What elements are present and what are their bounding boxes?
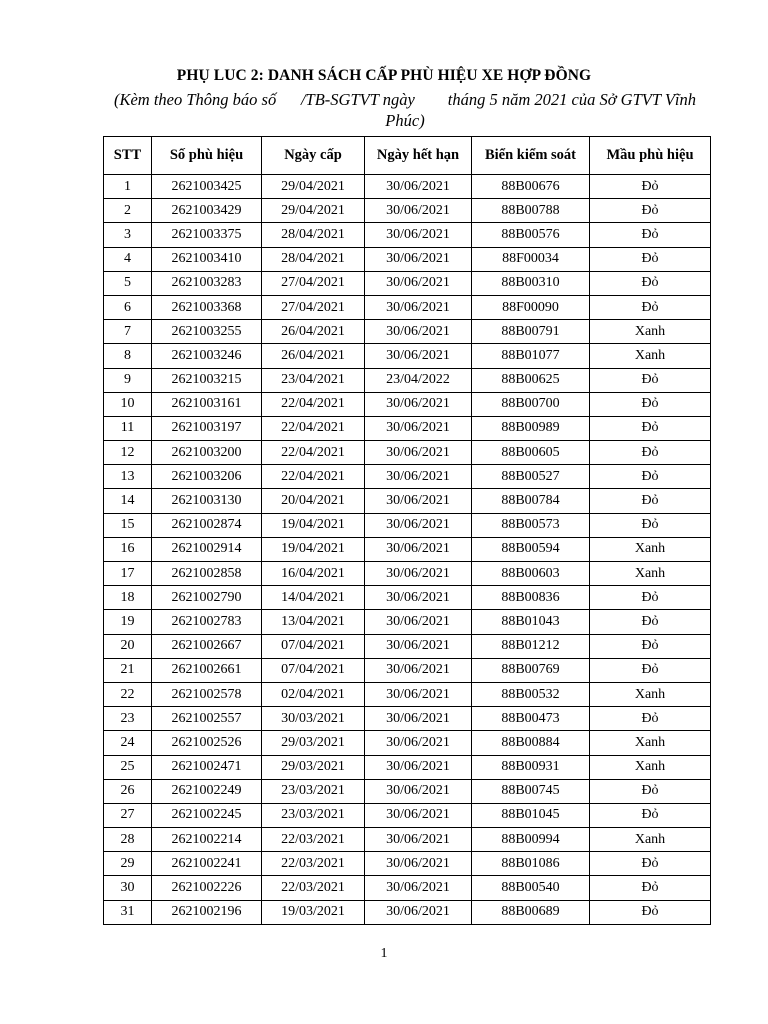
cell-badge-number: 2621002667 (152, 634, 262, 658)
cell-badge-number: 2621002783 (152, 610, 262, 634)
column-header-badge-number: Số phù hiệu (152, 137, 262, 175)
column-header-issue-date: Ngày cấp (262, 137, 365, 175)
cell-issue-date: 22/03/2021 (262, 828, 365, 852)
cell-issue-date: 19/03/2021 (262, 900, 365, 924)
cell-license-plate: 88B00605 (472, 441, 590, 465)
cell-badge-color: Xanh (590, 320, 711, 344)
cell-badge-color: Đỏ (590, 803, 711, 827)
cell-badge-color: Đỏ (590, 634, 711, 658)
cell-issue-date: 30/03/2021 (262, 707, 365, 731)
cell-issue-date: 23/03/2021 (262, 803, 365, 827)
cell-license-plate: 88B00603 (472, 562, 590, 586)
cell-stt: 21 (104, 658, 152, 682)
cell-expiry-date: 30/06/2021 (365, 416, 472, 440)
cell-stt: 15 (104, 513, 152, 537)
cell-stt: 12 (104, 441, 152, 465)
cell-issue-date: 07/04/2021 (262, 634, 365, 658)
cell-stt: 28 (104, 828, 152, 852)
cell-issue-date: 22/04/2021 (262, 465, 365, 489)
cell-license-plate: 88B00625 (472, 368, 590, 392)
cell-expiry-date: 30/06/2021 (365, 295, 472, 319)
column-header-license-plate: Biển kiểm soát (472, 137, 590, 175)
cell-expiry-date: 30/06/2021 (365, 682, 472, 706)
cell-license-plate: 88B00689 (472, 900, 590, 924)
cell-license-plate: 88B01043 (472, 610, 590, 634)
cell-badge-number: 2621003161 (152, 392, 262, 416)
cell-license-plate: 88B00527 (472, 465, 590, 489)
cell-license-plate: 88B00745 (472, 779, 590, 803)
cell-stt: 31 (104, 900, 152, 924)
cell-issue-date: 16/04/2021 (262, 562, 365, 586)
header-row (104, 137, 711, 175)
cell-badge-color: Xanh (590, 731, 711, 755)
cell-badge-number: 2621003283 (152, 271, 262, 295)
table-row (104, 803, 711, 827)
table-row (104, 271, 711, 295)
cell-badge-color: Đỏ (590, 513, 711, 537)
cell-badge-color: Xanh (590, 755, 711, 779)
cell-expiry-date: 30/06/2021 (365, 610, 472, 634)
cell-issue-date: 28/04/2021 (262, 247, 365, 271)
cell-license-plate: 88B00594 (472, 537, 590, 561)
cell-issue-date: 22/04/2021 (262, 416, 365, 440)
cell-license-plate: 88B00540 (472, 876, 590, 900)
cell-expiry-date: 30/06/2021 (365, 199, 472, 223)
cell-issue-date: 23/04/2021 (262, 368, 365, 392)
cell-license-plate: 88B01045 (472, 803, 590, 827)
cell-stt: 19 (104, 610, 152, 634)
column-header-expiry-date: Ngày hết hạn (365, 137, 472, 175)
cell-badge-number: 2621002245 (152, 803, 262, 827)
table-row (104, 223, 711, 247)
cell-license-plate: 88B00884 (472, 731, 590, 755)
table-row (104, 537, 711, 561)
cell-badge-number: 2621002858 (152, 562, 262, 586)
cell-stt: 9 (104, 368, 152, 392)
cell-expiry-date: 30/06/2021 (365, 900, 472, 924)
table-row (104, 320, 711, 344)
table-row (104, 489, 711, 513)
cell-stt: 13 (104, 465, 152, 489)
cell-expiry-date: 30/06/2021 (365, 852, 472, 876)
cell-stt: 6 (104, 295, 152, 319)
cell-stt: 26 (104, 779, 152, 803)
cell-expiry-date: 30/06/2021 (365, 344, 472, 368)
cell-license-plate: 88B00473 (472, 707, 590, 731)
cell-badge-number: 2621003255 (152, 320, 262, 344)
table-row (104, 852, 711, 876)
cell-stt: 5 (104, 271, 152, 295)
cell-license-plate: 88B01086 (472, 852, 590, 876)
cell-badge-number: 2621002557 (152, 707, 262, 731)
table-row (104, 441, 711, 465)
cell-badge-color: Đỏ (590, 707, 711, 731)
cell-license-plate: 88B00791 (472, 320, 590, 344)
table-row (104, 295, 711, 319)
table-row (104, 368, 711, 392)
cell-license-plate: 88B01212 (472, 634, 590, 658)
table-row (104, 731, 711, 755)
cell-badge-color: Đỏ (590, 610, 711, 634)
table-header (104, 137, 711, 175)
cell-stt: 23 (104, 707, 152, 731)
table-row (104, 175, 711, 199)
cell-badge-number: 2621002790 (152, 586, 262, 610)
cell-stt: 10 (104, 392, 152, 416)
table-row (104, 247, 711, 271)
table-row (104, 900, 711, 924)
cell-badge-color: Xanh (590, 682, 711, 706)
cell-license-plate: 88B00788 (472, 199, 590, 223)
cell-expiry-date: 30/06/2021 (365, 562, 472, 586)
cell-expiry-date: 30/06/2021 (365, 779, 472, 803)
cell-issue-date: 26/04/2021 (262, 320, 365, 344)
cell-license-plate: 88B00700 (472, 392, 590, 416)
cell-issue-date: 07/04/2021 (262, 658, 365, 682)
cell-expiry-date: 23/04/2022 (365, 368, 472, 392)
table-row (104, 682, 711, 706)
cell-badge-number: 2621003375 (152, 223, 262, 247)
cell-stt: 27 (104, 803, 152, 827)
cell-badge-color: Đỏ (590, 876, 711, 900)
cell-stt: 16 (104, 537, 152, 561)
cell-badge-number: 2621003410 (152, 247, 262, 271)
table-row (104, 392, 711, 416)
cell-stt: 30 (104, 876, 152, 900)
cell-expiry-date: 30/06/2021 (365, 707, 472, 731)
cell-expiry-date: 30/06/2021 (365, 513, 472, 537)
cell-expiry-date: 30/06/2021 (365, 392, 472, 416)
cell-issue-date: 26/04/2021 (262, 344, 365, 368)
cell-badge-number: 2621002578 (152, 682, 262, 706)
column-header-stt: STT (104, 137, 152, 175)
document-title: PHỤ LUC 2: DANH SÁCH CẤP PHÙ HIỆU XE HỢP ĐỒNG (176, 67, 592, 84)
cell-badge-number: 2621002526 (152, 731, 262, 755)
cell-stt: 25 (104, 755, 152, 779)
cell-issue-date: 29/04/2021 (262, 199, 365, 223)
cell-stt: 29 (104, 852, 152, 876)
cell-badge-color: Đỏ (590, 295, 711, 319)
cell-license-plate: 88B00310 (472, 271, 590, 295)
cell-expiry-date: 30/06/2021 (365, 586, 472, 610)
cell-expiry-date: 30/06/2021 (365, 223, 472, 247)
table-row (104, 634, 711, 658)
table-row (104, 610, 711, 634)
cell-expiry-date: 30/06/2021 (365, 441, 472, 465)
cell-badge-number: 2621002249 (152, 779, 262, 803)
cell-badge-color: Đỏ (590, 368, 711, 392)
table-row (104, 707, 711, 731)
cell-badge-color: Đỏ (590, 271, 711, 295)
cell-badge-number: 2621002661 (152, 658, 262, 682)
cell-issue-date: 29/03/2021 (262, 755, 365, 779)
cell-stt: 22 (104, 682, 152, 706)
cell-stt: 2 (104, 199, 152, 223)
table-row (104, 199, 711, 223)
cell-issue-date: 29/04/2021 (262, 175, 365, 199)
table-row (104, 416, 711, 440)
cell-expiry-date: 30/06/2021 (365, 876, 472, 900)
page-number: 1 (380, 946, 388, 961)
cell-issue-date: 28/04/2021 (262, 223, 365, 247)
cell-stt: 3 (104, 223, 152, 247)
cell-issue-date: 22/04/2021 (262, 441, 365, 465)
table-row (104, 562, 711, 586)
cell-expiry-date: 30/06/2021 (365, 489, 472, 513)
cell-badge-color: Đỏ (590, 852, 711, 876)
cell-license-plate: 88B00576 (472, 223, 590, 247)
cell-issue-date: 22/04/2021 (262, 392, 365, 416)
cell-badge-color: Đỏ (590, 900, 711, 924)
cell-license-plate: 88B00573 (472, 513, 590, 537)
cell-license-plate: 88B00994 (472, 828, 590, 852)
cell-issue-date: 22/03/2021 (262, 852, 365, 876)
cell-issue-date: 14/04/2021 (262, 586, 365, 610)
cell-expiry-date: 30/06/2021 (365, 658, 472, 682)
cell-badge-color: Đỏ (590, 223, 711, 247)
cell-expiry-date: 30/06/2021 (365, 731, 472, 755)
table-row (104, 755, 711, 779)
table-row (104, 658, 711, 682)
cell-license-plate: 88B00931 (472, 755, 590, 779)
cell-badge-color: Đỏ (590, 392, 711, 416)
cell-badge-number: 2621003197 (152, 416, 262, 440)
cell-license-plate: 88B00769 (472, 658, 590, 682)
cell-stt: 24 (104, 731, 152, 755)
cell-badge-number: 2621003425 (152, 175, 262, 199)
table-row (104, 344, 711, 368)
cell-expiry-date: 30/06/2021 (365, 320, 472, 344)
cell-badge-number: 2621002914 (152, 537, 262, 561)
cell-expiry-date: 30/06/2021 (365, 828, 472, 852)
badge-list-table (103, 136, 711, 925)
cell-badge-number: 2621002471 (152, 755, 262, 779)
table-row (104, 779, 711, 803)
table-body (104, 175, 711, 925)
cell-license-plate: 88F00034 (472, 247, 590, 271)
cell-issue-date: 27/04/2021 (262, 295, 365, 319)
cell-license-plate: 88B00989 (472, 416, 590, 440)
cell-badge-color: Đỏ (590, 586, 711, 610)
cell-stt: 18 (104, 586, 152, 610)
cell-badge-number: 2621003206 (152, 465, 262, 489)
cell-issue-date: 02/04/2021 (262, 682, 365, 706)
table-row (104, 586, 711, 610)
cell-expiry-date: 30/06/2021 (365, 755, 472, 779)
cell-stt: 4 (104, 247, 152, 271)
cell-badge-number: 2621003200 (152, 441, 262, 465)
cell-license-plate: 88B00836 (472, 586, 590, 610)
table-row (104, 876, 711, 900)
cell-badge-color: Đỏ (590, 175, 711, 199)
cell-issue-date: 27/04/2021 (262, 271, 365, 295)
cell-license-plate: 88B00784 (472, 489, 590, 513)
cell-stt: 8 (104, 344, 152, 368)
cell-issue-date: 22/03/2021 (262, 876, 365, 900)
cell-stt: 17 (104, 562, 152, 586)
cell-expiry-date: 30/06/2021 (365, 803, 472, 827)
cell-license-plate: 88B00676 (472, 175, 590, 199)
cell-badge-number: 2621002214 (152, 828, 262, 852)
cell-badge-color: Xanh (590, 828, 711, 852)
cell-license-plate: 88B00532 (472, 682, 590, 706)
cell-license-plate: 88F00090 (472, 295, 590, 319)
cell-badge-number: 2621003246 (152, 344, 262, 368)
column-header-badge-color: Mầu phù hiệu (590, 137, 711, 175)
cell-badge-number: 2621002226 (152, 876, 262, 900)
cell-badge-color: Đỏ (590, 416, 711, 440)
cell-issue-date: 19/04/2021 (262, 537, 365, 561)
cell-expiry-date: 30/06/2021 (365, 537, 472, 561)
cell-expiry-date: 30/06/2021 (365, 271, 472, 295)
cell-stt: 14 (104, 489, 152, 513)
cell-issue-date: 23/03/2021 (262, 779, 365, 803)
document-subtitle: (Kèm theo Thông báo số /TB-SGTVT ngày tháng 5 năm 2021 của Sở GTVT Vĩnh Phúc) (113, 90, 701, 130)
table-row (104, 465, 711, 489)
cell-badge-number: 2621002241 (152, 852, 262, 876)
cell-stt: 20 (104, 634, 152, 658)
cell-badge-number: 2621002196 (152, 900, 262, 924)
cell-badge-color: Xanh (590, 562, 711, 586)
cell-badge-color: Đỏ (590, 779, 711, 803)
cell-expiry-date: 30/06/2021 (365, 247, 472, 271)
cell-badge-color: Đỏ (590, 199, 711, 223)
cell-badge-color: Đỏ (590, 441, 711, 465)
cell-stt: 1 (104, 175, 152, 199)
cell-license-plate: 88B01077 (472, 344, 590, 368)
cell-badge-number: 2621003130 (152, 489, 262, 513)
cell-badge-number: 2621002874 (152, 513, 262, 537)
cell-badge-color: Xanh (590, 344, 711, 368)
cell-stt: 7 (104, 320, 152, 344)
cell-expiry-date: 30/06/2021 (365, 634, 472, 658)
table-row (104, 513, 711, 537)
cell-badge-number: 2621003368 (152, 295, 262, 319)
cell-issue-date: 20/04/2021 (262, 489, 365, 513)
cell-issue-date: 29/03/2021 (262, 731, 365, 755)
cell-badge-number: 2621003429 (152, 199, 262, 223)
cell-expiry-date: 30/06/2021 (365, 175, 472, 199)
cell-badge-color: Đỏ (590, 247, 711, 271)
cell-badge-color: Đỏ (590, 465, 711, 489)
cell-issue-date: 19/04/2021 (262, 513, 365, 537)
cell-stt: 11 (104, 416, 152, 440)
table-row (104, 828, 711, 852)
cell-badge-color: Đỏ (590, 489, 711, 513)
cell-badge-color: Đỏ (590, 658, 711, 682)
cell-badge-number: 2621003215 (152, 368, 262, 392)
cell-badge-color: Xanh (590, 537, 711, 561)
cell-issue-date: 13/04/2021 (262, 610, 365, 634)
cell-expiry-date: 30/06/2021 (365, 465, 472, 489)
